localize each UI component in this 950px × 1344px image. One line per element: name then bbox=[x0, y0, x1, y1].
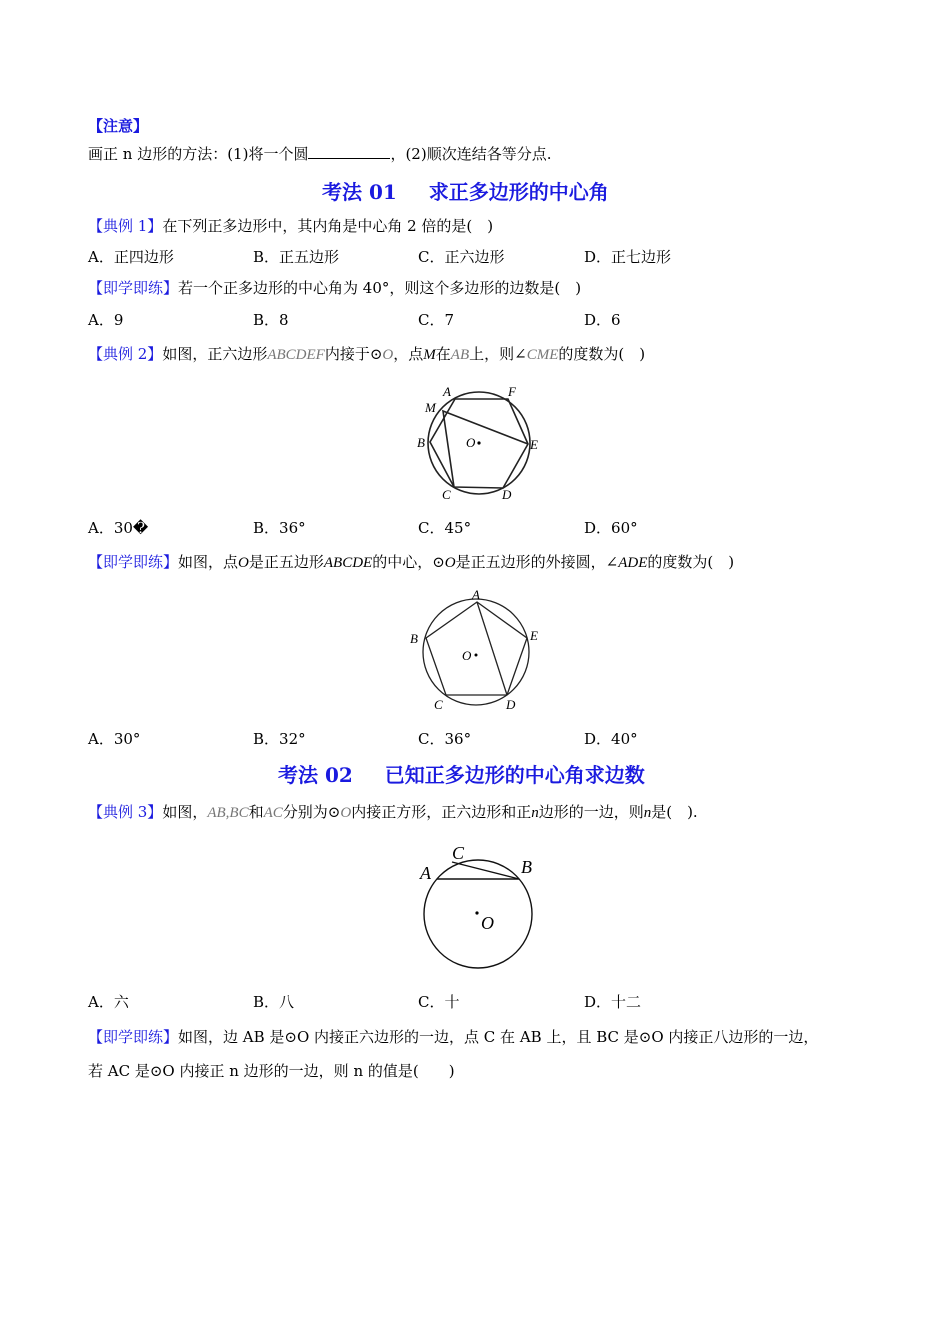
svg-text:A: A bbox=[472, 587, 480, 602]
section-heading-1: 考法 01 求正多边形的中心角 bbox=[322, 180, 609, 204]
svg-text:C: C bbox=[442, 487, 451, 502]
svg-text:B: B bbox=[521, 857, 532, 877]
option-a: A．六 bbox=[88, 993, 129, 1011]
note-text: 画正 n 边形的方法：(1)将一个圆 ，(2)顺次连结各等分点. bbox=[88, 145, 552, 163]
option-a: A．9 bbox=[88, 311, 124, 329]
svg-text:C: C bbox=[434, 697, 443, 712]
option-a: A．30° bbox=[88, 730, 141, 748]
option-b: B．8 bbox=[253, 311, 289, 329]
option-c: C．十 bbox=[418, 993, 460, 1011]
note-tag: 【注意】 bbox=[88, 117, 149, 135]
option-b: B．32° bbox=[253, 730, 306, 748]
option-c: C．36° bbox=[418, 730, 472, 748]
svg-text:O: O bbox=[466, 435, 476, 450]
practice-3-question-line-1: 【即学即练】如图，边 AB 是⊙O 内接正六边形的一边，点 C 在 AB 上，且 BC 是⊙O 内接正八边形的一边， bbox=[88, 1028, 819, 1046]
option-d: D．6 bbox=[584, 311, 621, 329]
option-b: B．36° bbox=[253, 519, 306, 537]
option-d: D．60° bbox=[584, 519, 638, 537]
svg-text:A: A bbox=[420, 863, 431, 883]
svg-text:D: D bbox=[502, 487, 512, 502]
option-d: D．十二 bbox=[584, 993, 642, 1011]
svg-text:D: D bbox=[506, 697, 516, 712]
practice-3-question-line-2: 若 AC 是⊙O 内接正 n 边形的一边，则 n 的值是( ) bbox=[88, 1062, 455, 1080]
practice-2-question: 【即学即练】如图，点O是正五边形ABCDE的中心，⊙O是正五边形的外接圆，∠ADE的度数为( ) bbox=[88, 553, 735, 571]
section-heading-2: 考法 02 已知正多边形的中心角求边数 bbox=[278, 763, 645, 787]
example-1-question: 【典例 1】在下列正多边形中，其内角是中心角 2 倍的是( ) bbox=[88, 217, 494, 235]
svg-text:E: E bbox=[530, 628, 538, 643]
option-b: B．八 bbox=[253, 993, 295, 1011]
option-c: C．正六边形 bbox=[418, 248, 505, 266]
svg-text:C: C bbox=[452, 843, 465, 863]
option-b: B．正五边形 bbox=[253, 248, 340, 266]
example-2-question: 【典例 2】如图，正六边形ABCDEF内接于⊙O，点M在AB上，则∠CME的度数为( ) bbox=[88, 345, 646, 363]
svg-text:B: B bbox=[417, 435, 425, 450]
option-c: C．45° bbox=[418, 519, 472, 537]
option-d: D．正七边形 bbox=[584, 248, 672, 266]
example-3-question: 【典例 3】如图，AB,BC和AC分别为⊙O内接正方形，正六边形和正n边形的一边，则n是( ). bbox=[88, 803, 698, 821]
svg-text:O: O bbox=[481, 913, 494, 933]
option-a: A．30� bbox=[88, 519, 149, 537]
svg-text:F: F bbox=[508, 384, 516, 399]
svg-text:B: B bbox=[410, 631, 418, 646]
option-c: C．7 bbox=[418, 311, 455, 329]
option-d: D．40° bbox=[584, 730, 638, 748]
svg-text:A: A bbox=[443, 384, 451, 399]
practice-1-question: 【即学即练】若一个正多边形的中心角为 40°，则这个多边形的边数是( ) bbox=[88, 279, 582, 297]
svg-text:O: O bbox=[462, 648, 472, 663]
svg-text:M: M bbox=[425, 400, 436, 415]
svg-text:E: E bbox=[530, 437, 538, 452]
option-a: A．正四边形 bbox=[88, 248, 174, 266]
